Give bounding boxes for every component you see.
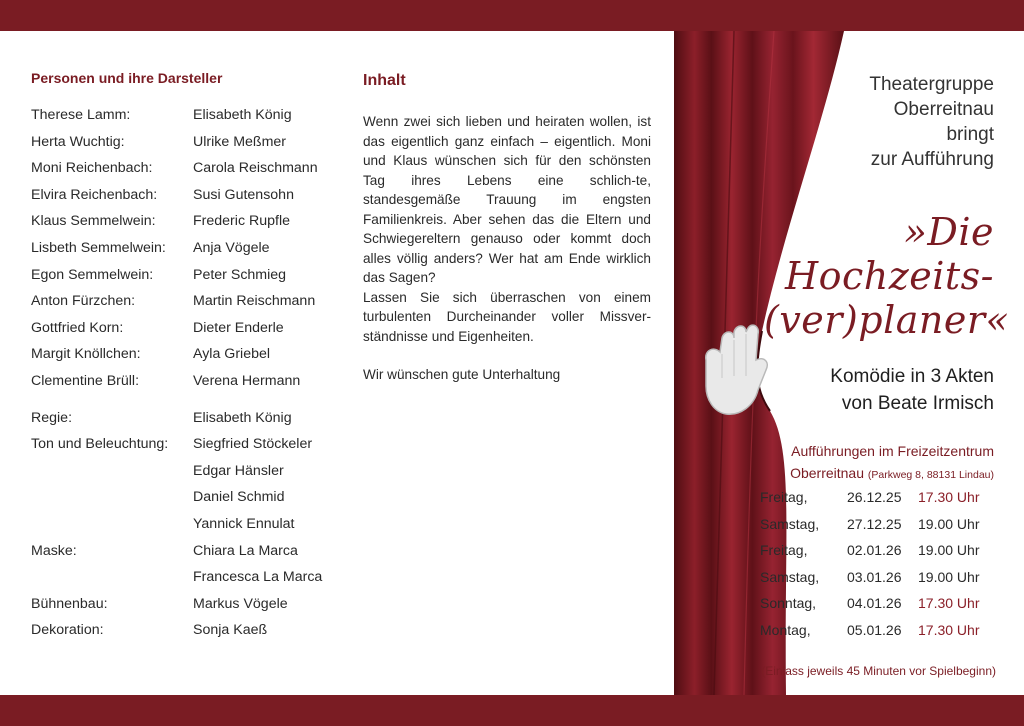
crew-member: Francesca La Marca xyxy=(193,569,323,586)
role-name: Herta Wuchtig: xyxy=(31,133,125,150)
cast-row xyxy=(31,133,341,160)
crew-member: Sonja Kaeß xyxy=(193,622,268,639)
cast-row xyxy=(31,212,341,239)
crew-row xyxy=(31,621,341,648)
perf-date: 04.01.26 xyxy=(847,595,902,612)
author-line: von Beate Irmisch xyxy=(841,393,994,414)
crew-member: Markus Vögele xyxy=(193,595,288,612)
actor-name: Anja Vögele xyxy=(193,239,270,256)
actor-name: Dieter Enderle xyxy=(193,319,284,336)
crew-row xyxy=(31,542,341,569)
cast-row xyxy=(31,292,341,319)
role-name: Margit Knöllchen: xyxy=(31,346,141,363)
actor-name: Martin Reischmann xyxy=(193,293,316,310)
role-name: Therese Lamm: xyxy=(31,107,131,123)
crew-role: Regie: xyxy=(31,409,73,426)
genre-block xyxy=(694,363,994,417)
title-line: Hochzeits- xyxy=(784,254,994,298)
performance-row xyxy=(760,620,1000,647)
cast-row xyxy=(31,319,341,346)
venue-line: Aufführungen im Freizeitzentrum xyxy=(791,443,994,459)
crew-member: Elisabeth König xyxy=(193,409,292,426)
performance-row xyxy=(760,567,1000,594)
perf-time: 17.30 Uhr xyxy=(918,489,980,505)
crew-role: Dekoration: xyxy=(31,622,104,639)
performance-row xyxy=(760,540,1000,567)
cast-list xyxy=(31,106,341,648)
crew-member: Chiara La Marca xyxy=(193,542,298,559)
crew-row xyxy=(31,409,341,436)
cast-row xyxy=(31,266,341,293)
actor-name: Frederic Rupfle xyxy=(193,213,290,230)
cast-row xyxy=(31,186,341,213)
actor-name: Ayla Griebel xyxy=(193,346,271,363)
cast-heading: Personen und ihre Darsteller xyxy=(31,70,223,86)
cast-section xyxy=(31,70,341,648)
perf-day: Freitag, xyxy=(760,542,808,559)
perf-day: Samstag, xyxy=(760,515,820,532)
crew-member: Daniel Schmid xyxy=(193,489,285,506)
crew-member: Yannick Ennulat xyxy=(193,515,295,532)
troupe-line: Theatergruppe xyxy=(869,74,994,95)
troupe-line: zur Aufführung xyxy=(870,149,994,170)
cast-row xyxy=(31,159,341,186)
venue-line xyxy=(694,462,994,486)
crew-role xyxy=(31,488,193,515)
actor-name: Verena Hermann xyxy=(193,372,301,389)
performance-row xyxy=(760,514,1000,541)
cast-row xyxy=(31,239,341,266)
perf-time: 19.00 Uhr xyxy=(918,568,980,585)
perf-day: Freitag, xyxy=(760,489,808,505)
crew-row xyxy=(31,515,341,542)
performance-row xyxy=(760,487,1000,514)
perf-date: 26.12.25 xyxy=(847,489,902,505)
actor-name: Elisabeth König xyxy=(193,107,292,123)
crew-row xyxy=(31,435,341,462)
troupe-line: bringt xyxy=(946,124,994,145)
spacer xyxy=(31,399,341,409)
title-line: (ver)planer« xyxy=(764,298,1010,342)
actor-name: Carola Reischmann xyxy=(193,160,318,177)
perf-time: 19.00 Uhr xyxy=(918,515,980,532)
role-name: Clementine Brüll: xyxy=(31,372,140,389)
perf-time: 17.30 Uhr xyxy=(918,595,980,612)
crew-member: Edgar Hänsler xyxy=(193,462,284,479)
performance-table xyxy=(760,487,1000,647)
perf-date: 03.01.26 xyxy=(847,568,902,585)
crew-row xyxy=(31,488,341,515)
actor-name: Susi Gutensohn xyxy=(193,186,294,203)
troupe-line: Oberreitnau xyxy=(893,99,994,120)
actor-name: Peter Schmieg xyxy=(193,266,287,283)
content-section xyxy=(363,72,651,385)
perf-day: Sonntag, xyxy=(760,595,817,612)
bottom-band xyxy=(0,695,1024,726)
crew-member: Siegfried Stöckeler xyxy=(193,436,313,453)
crew-role: Maske: xyxy=(31,542,77,559)
crew-row xyxy=(31,462,341,489)
performance-row xyxy=(760,593,1000,620)
admission-note: (Einlass jeweils 45 Minuten vor Spielbeginn) xyxy=(761,664,996,678)
venue-block xyxy=(694,440,994,486)
presenter-block xyxy=(664,72,994,172)
title-line: »Die xyxy=(903,210,994,254)
cast-row xyxy=(31,372,341,399)
crew-role xyxy=(31,515,193,542)
perf-day: Samstag, xyxy=(760,568,820,585)
crew-role xyxy=(31,462,193,489)
top-band xyxy=(0,0,1024,31)
play-title xyxy=(764,210,1010,342)
crew-role xyxy=(31,568,193,595)
cast-row xyxy=(31,345,341,372)
role-name: Lisbeth Semmelwein: xyxy=(31,239,166,256)
perf-day: Montag, xyxy=(760,621,811,638)
perf-date: 02.01.26 xyxy=(847,542,902,559)
actor-name: Ulrike Meßmer xyxy=(193,133,287,150)
crew-role: Bühnenbau: xyxy=(31,595,108,612)
perf-time: 19.00 Uhr xyxy=(918,542,980,559)
content-heading: Inhalt xyxy=(363,72,406,89)
role-name: Moni Reichenbach: xyxy=(31,160,153,177)
role-name: Elvira Reichenbach: xyxy=(31,186,158,203)
content-body: Wenn zwei sich lieben und heiraten wollen, ist das eigentlich ganz einfach – eigentlich. Moni und Klaus wünschen sich für den schönsten Tag ihres Lebens eine schlich-te, standesgemäße Trauung im engsten Familienkreis. Aber sehen das die Eltern und Schwiegereltern genauso oder kommt doch alles völlig anders? Wer hat am Ende wirklich das Sagen? Lassen Sie sich überraschen von einem turbulenten Durcheinander voller Missver-ständnisse und Eigenheiten. xyxy=(363,114,651,344)
role-name: Gottfried Korn: xyxy=(31,319,124,336)
venue-address: (Parkweg 8, 88131 Lindau) xyxy=(867,469,994,481)
role-name: Anton Fürzchen: xyxy=(31,293,136,310)
venue-town: Oberreitnau xyxy=(790,465,865,481)
perf-date: 05.01.26 xyxy=(847,621,902,638)
cast-row xyxy=(31,106,341,133)
crew-role: Ton und Beleuchtung: xyxy=(31,436,169,453)
perf-date: 27.12.25 xyxy=(847,515,902,532)
role-name: Klaus Semmelwein: xyxy=(31,213,156,230)
genre-line: Komödie in 3 Akten xyxy=(830,366,994,387)
crew-row xyxy=(31,595,341,622)
content-closing: Wir wünschen gute Unterhaltung xyxy=(363,367,561,382)
perf-time: 17.30 Uhr xyxy=(918,621,980,638)
crew-row xyxy=(31,568,341,595)
role-name: Egon Semmelwein: xyxy=(31,266,154,283)
